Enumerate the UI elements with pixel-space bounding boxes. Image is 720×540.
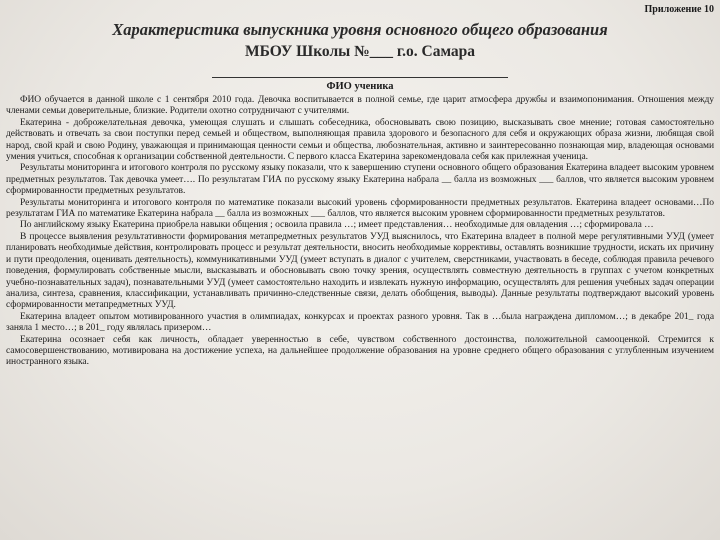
appendix-label: Приложение 10 [644,4,714,15]
paragraph-math: Результаты мониторинга и итогового контроля по математике показали высокий уровень сформированности предметных результатов. Екатерина владеет основами…По результатам ГИА по математике Екатерина набрала __ балла из возможных ___ баллов, что является высоким уровнем сформированности предметных результатов. [6,197,714,220]
document-title: Характеристика выпускника уровня основного общего образования [112,20,608,39]
paragraph-russian: Результаты мониторинга и итогового контроля по русскому языку показали, что к завершению ступени основного общего образования Екатерина владеет высоким уровнем предметных результатов. Так девочка умеет…. По результатам ГИА по русскому языку Екатерина набрала __ балла из возможных ___ баллов, что является высоким уровнем сформированности предметных результатов. [6,163,714,197]
characteristic-body [6,95,714,369]
paragraph-olympiads: Екатерина владеет опытом мотивированного участия в олимпиадах, конкурсах и проектах разного уровня. Так в …была награждена дипломом…; в декабре 201_ года заняла 1 место…; в 201_ году являлась призером… [6,311,714,334]
student-name-label: ФИО ученика [326,81,394,92]
paragraph-self: Екатерина осознает себя как личность, обладает уверенностью в себе, чувством собственного достоинства, положительной самооценкой. Стремится к самосовершенствованию, мотивирована на достижение успеха, на дальнейшее продолжение образования на уровне среднего общего образования с углубленным изучением иностранного языка. [6,334,714,368]
school-name: МБОУ Школы №___ г.о. Самара [244,43,476,60]
paragraph-metasubject: В процессе выявления результативности формирования метапредметных результатов УУД выяснилось, что Екатерина владеет в полной мере регулятивными УУД (умеет планировать необходимые действия, контролировать процесс и результат деятельности, вносить необходимые коррективы, оставлять возникшие трудности, искать их причину и пути преодоления, оценивать деятельность), коммуникативными УУД (умеет вступать в диалог с учителем, сверстниками, участвовать в беседе, соблюдая правила речевого поведения, формулировать собственные мысли, высказывать и обосновывать свою точку зрения, осуществлять совместную деятельность в группах с учетом конкретных учебно-познавательных задач), познавательными УУД (умеет самостоятельно находить и извлекать нужную информацию, осуществлять для решения учебных задач операции анализа, синтеза, сравнения, классификации, устанавливать причинно-следственные связи, делать обобщения, выводы). Данные результаты подтверждают высокий уровень сформированности метапредметных УУД. [6,231,714,311]
paragraph-personality: Екатерина - доброжелательная девочка, умеющая слушать и слышать собеседника, обосновывать свою позицию, высказывать свое мнение; готовая самостоятельно действовать и отвечать за свои поступки перед семьей и обществом, выполняющая правила здорового и безопасного для себя и окружающих образа жизни, любящая свой народ, свой край и свою Родину, уважающая и принимающая ценности семьи и общества, любознательная, активно и заинтересованно познающая мир, владеющая основами умения учиться, способная к организации собственной деятельности. С первого класса Екатерина зарекомендовала себя как прилежная ученица. [6,117,714,163]
paragraph-family: ФИО обучается в данной школе с 1 сентября 2010 года. Девочка воспитывается в полной семье, где царит атмосфера дружбы и взаимопонимания. Отношения между членами семьи доверительные, близкие. Родители охотно сотрудничают с учителями. [6,95,714,117]
name-blank-line [212,77,508,78]
paragraph-english: По английскому языку Екатерина приобрела навыки общения ; освоила правила …; имеет представления… необходимые для овладения …; сформировала … [20,220,654,231]
